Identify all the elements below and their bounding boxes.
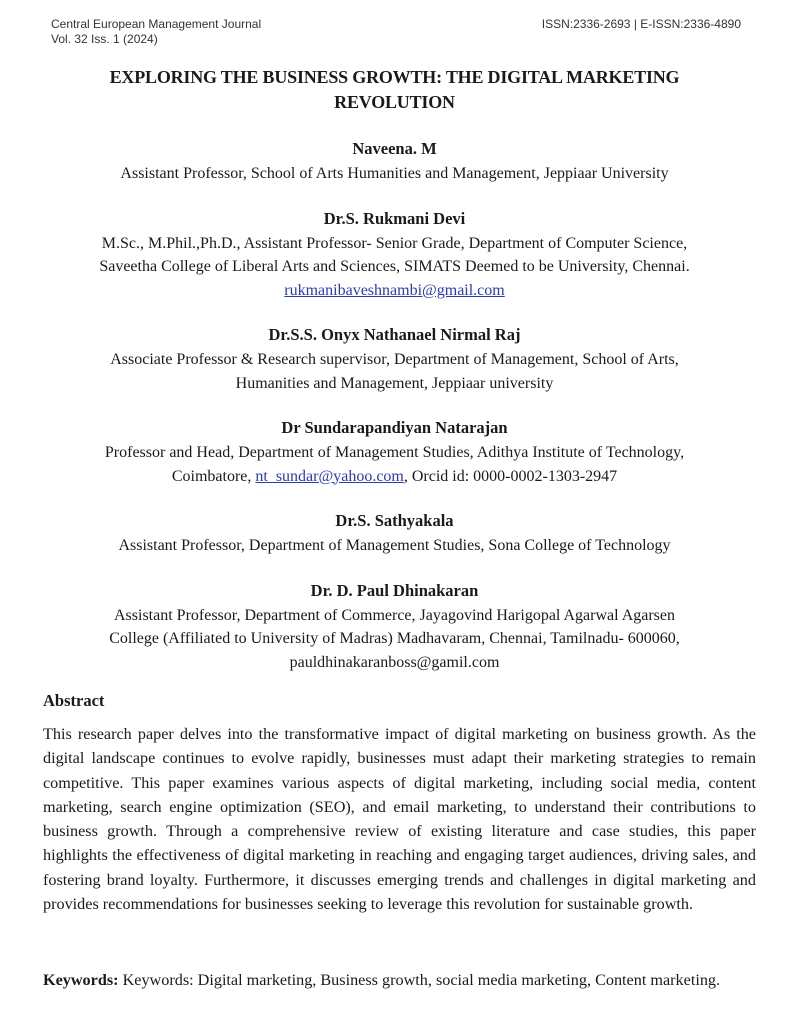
paper-title (40, 65, 749, 115)
author-affiliation: M.Sc., M.Phil.,Ph.D., Assistant Professor- Senior Grade, Department of Computer Science, (101, 234, 688, 252)
author-block (20, 417, 769, 488)
title-line-2: REVOLUTION (334, 92, 455, 112)
author-affiliation: Associate Professor & Research supervisor, Department of Management, School of Arts, (110, 351, 679, 368)
abstract-heading: Abstract (43, 691, 105, 710)
keywords-section (43, 968, 756, 992)
author-name: Naveena. M (352, 139, 437, 158)
author-affiliation: Saveetha College of Liberal Arts and Sciences, SIMATS Deemed to be University, Chennai. (99, 258, 690, 275)
author-block (20, 580, 769, 675)
author-affiliation-with-email (20, 465, 769, 489)
title-line-1: EXPLORING THE BUSINESS GROWTH: THE DIGITAL MARKETING (109, 67, 680, 87)
author-affiliation: Assistant Professor, School of Arts Humanities and Management, Jeppiaar University (120, 165, 669, 182)
author-affiliation: Assistant Professor, Department of Commerce, Jayagovind Harigopal Agarwal Agarsen (114, 606, 675, 624)
author-affiliation: College (Affiliated to University of Madras) Madhavaram, Chennai, Tamilnadu- 600060, (109, 630, 680, 647)
author-affiliation: Humanities and Management, Jeppiaar university (235, 374, 554, 392)
abstract-body: This research paper delves into the transformative impact of digital marketing on business growth. As the digital landscape continues to evolve rapidly, businesses must adapt their marketing strategies to remain competitive. This paper examines various aspects of digital marketing, including social media, content marketing, search engine optimization (SEO), and email marketing, to understand their contributions to business growth. Through a comprehensive review of existing literature and case studies, this paper highlights the effectiveness of digital marketing in reaching and engaging target audiences, driving sales, and fostering brand loyalty. Furthermore, it discusses emerging trends and challenges in digital marketing and provides recommendations for businesses seeking to leverage this revolution for sustainable growth. (43, 725, 756, 914)
keywords-text: Keywords: Digital marketing, Business growth, social media marketing, Content marketing. (118, 971, 721, 989)
journal-info (51, 17, 261, 47)
author-list (20, 138, 769, 696)
author-email-link[interactable]: rukmanibaveshnambi@gmail.com (284, 281, 505, 299)
author-name: Dr.S. Sathyakala (335, 511, 454, 530)
volume-issue: Vol. 32 Iss. 1 (2024) (51, 32, 158, 46)
author-name: Dr. D. Paul Dhinakaran (310, 580, 479, 600)
author-affiliation: Assistant Professor, Department of Management Studies, Sona College of Technology (118, 537, 671, 554)
keywords-label: Keywords: (43, 971, 119, 989)
author-block (20, 324, 769, 395)
author-name: Dr Sundarapandiyan Natarajan (281, 418, 508, 437)
author-name: Dr.S. Rukmani Devi (323, 208, 466, 228)
affiliation-prefix: Coimbatore, (171, 467, 256, 485)
orcid-text: , Orcid id: 0000-0002-1303-2947 (403, 467, 618, 485)
issn: ISSN:2336-2693 | E-ISSN:2336-4890 (541, 17, 741, 31)
journal-name: Central European Management Journal (51, 17, 262, 31)
author-name: Dr.S.S. Onyx Nathanael Nirmal Raj (268, 325, 521, 344)
author-block (20, 208, 769, 303)
author-block (20, 510, 769, 558)
author-email-link[interactable]: nt_sundar@yahoo.com (255, 467, 404, 485)
author-affiliation: Professor and Head, Department of Management Studies, Adithya Institute of Technology, (104, 444, 685, 461)
author-email: pauldhinakaranboss@gamil.com (289, 653, 500, 671)
author-block (20, 138, 769, 186)
